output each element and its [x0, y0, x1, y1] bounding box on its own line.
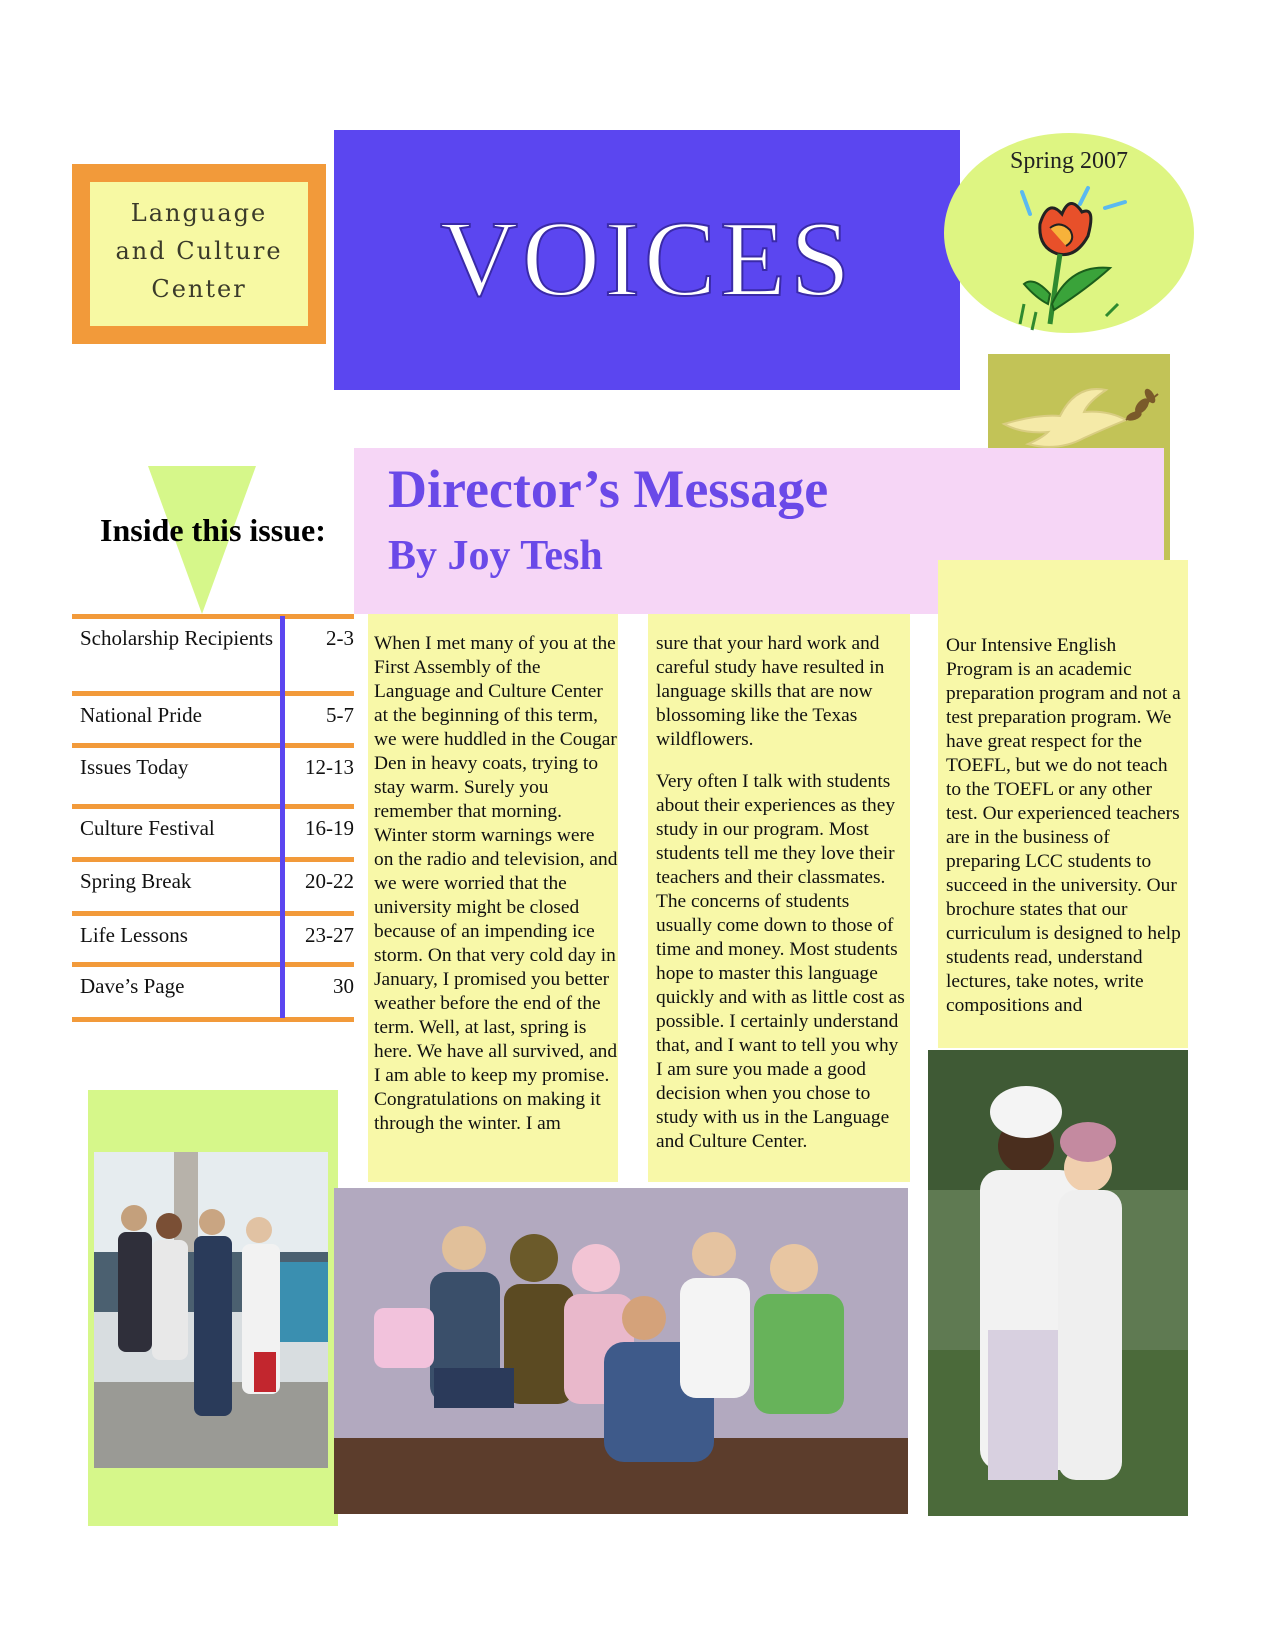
toc-item[interactable]: [72, 911, 354, 962]
tulip-icon: [1010, 184, 1140, 334]
toc-item-pages: 23-27: [305, 923, 354, 947]
toc-divider: [280, 616, 285, 1018]
center-logo: [90, 194, 308, 308]
logo-line: and Culture: [115, 237, 283, 265]
issue-date: Spring 2007: [1009, 148, 1128, 174]
toc-item-pages: 20-22: [305, 869, 354, 893]
students-group-photo: [334, 1188, 908, 1514]
toc-item[interactable]: [72, 962, 354, 1022]
article-paragraph: When I met many of you at the First Assembly of the Language and Culture Center at the beginning of this term, we were huddled in the Cougar Den in heavy coats, trying to stay warm. Surely you remember that morning. Winter storm warnings were on the radio and television, and we were worried that the university might be closed because of an impending ice storm. On that very cold day in January, I promised you better weather before the end of the term. Well, at last, spring is here. We have all survived, and I am able to keep my promise. Congratulations on making it through the winter. I am: [374, 633, 618, 1134]
article-paragraph: Our Intensive English Program is an academic preparation program and not a test preparation program. We have great respect for the TOEFL, but we do not teach to the TOEFL or any other test. Our experienced teachers are in the business of preparing LCC students to succeed in the university. Our brochure states that our curriculum is designed to help students read, understand lectures, take notes, write compositions and: [946, 635, 1181, 1016]
newsletter-title: VOICES: [439, 200, 855, 319]
article-column-1: [374, 632, 618, 1154]
toc-item-label: Dave’s Page: [80, 974, 185, 998]
toc-item-pages: 5-7: [326, 703, 354, 727]
toc-item-pages: 16-19: [305, 816, 354, 840]
logo-line: Center: [151, 275, 247, 303]
festival-photo: [928, 1050, 1188, 1516]
toc-item-label: National Pride: [80, 703, 202, 727]
toc-item-label: Spring Break: [80, 869, 192, 893]
toc-heading: Inside this issue:: [100, 512, 326, 548]
article-column-2: [656, 632, 908, 1172]
toc-item[interactable]: [72, 743, 354, 804]
toc-item-pages: 30: [333, 974, 354, 998]
toc-item-label: Issues Today: [80, 755, 189, 779]
article-title: Director’s Message: [388, 459, 829, 519]
toc-item-pages: 12-13: [305, 755, 354, 779]
article-paragraph: Very often I talk with students about their experiences as they study in our program. Most students tell me they love their teachers and their classmates. The concerns of students usually come down to those of time and money. Most students hope to master this language quickly and with as little cost as possible. I certainly understand that, and I want to tell you why I am sure you made a good decision when you chose to study with us in the Language and Culture Center.: [656, 771, 905, 1152]
toc-item-label: Scholarship Recipients: [80, 626, 274, 650]
toc-item[interactable]: [72, 614, 354, 691]
logo-line: Language: [130, 199, 268, 227]
toc-item[interactable]: [72, 804, 354, 857]
article-column-3: [946, 634, 1186, 1036]
toc-item-pages: 2-3: [326, 626, 354, 650]
article-byline: By Joy Tesh: [388, 533, 603, 579]
toc-item[interactable]: [72, 857, 354, 911]
toc-item-label: Life Lessons: [80, 923, 188, 947]
table-of-contents: [72, 614, 354, 1022]
toc-item-label: Culture Festival: [80, 816, 215, 840]
toc-item[interactable]: [72, 691, 354, 743]
article-paragraph: sure that your hard work and careful study have resulted in language skills that are now blossoming like the Texas wildflowers.: [656, 633, 885, 750]
students-outdoor-photo: [94, 1152, 328, 1468]
